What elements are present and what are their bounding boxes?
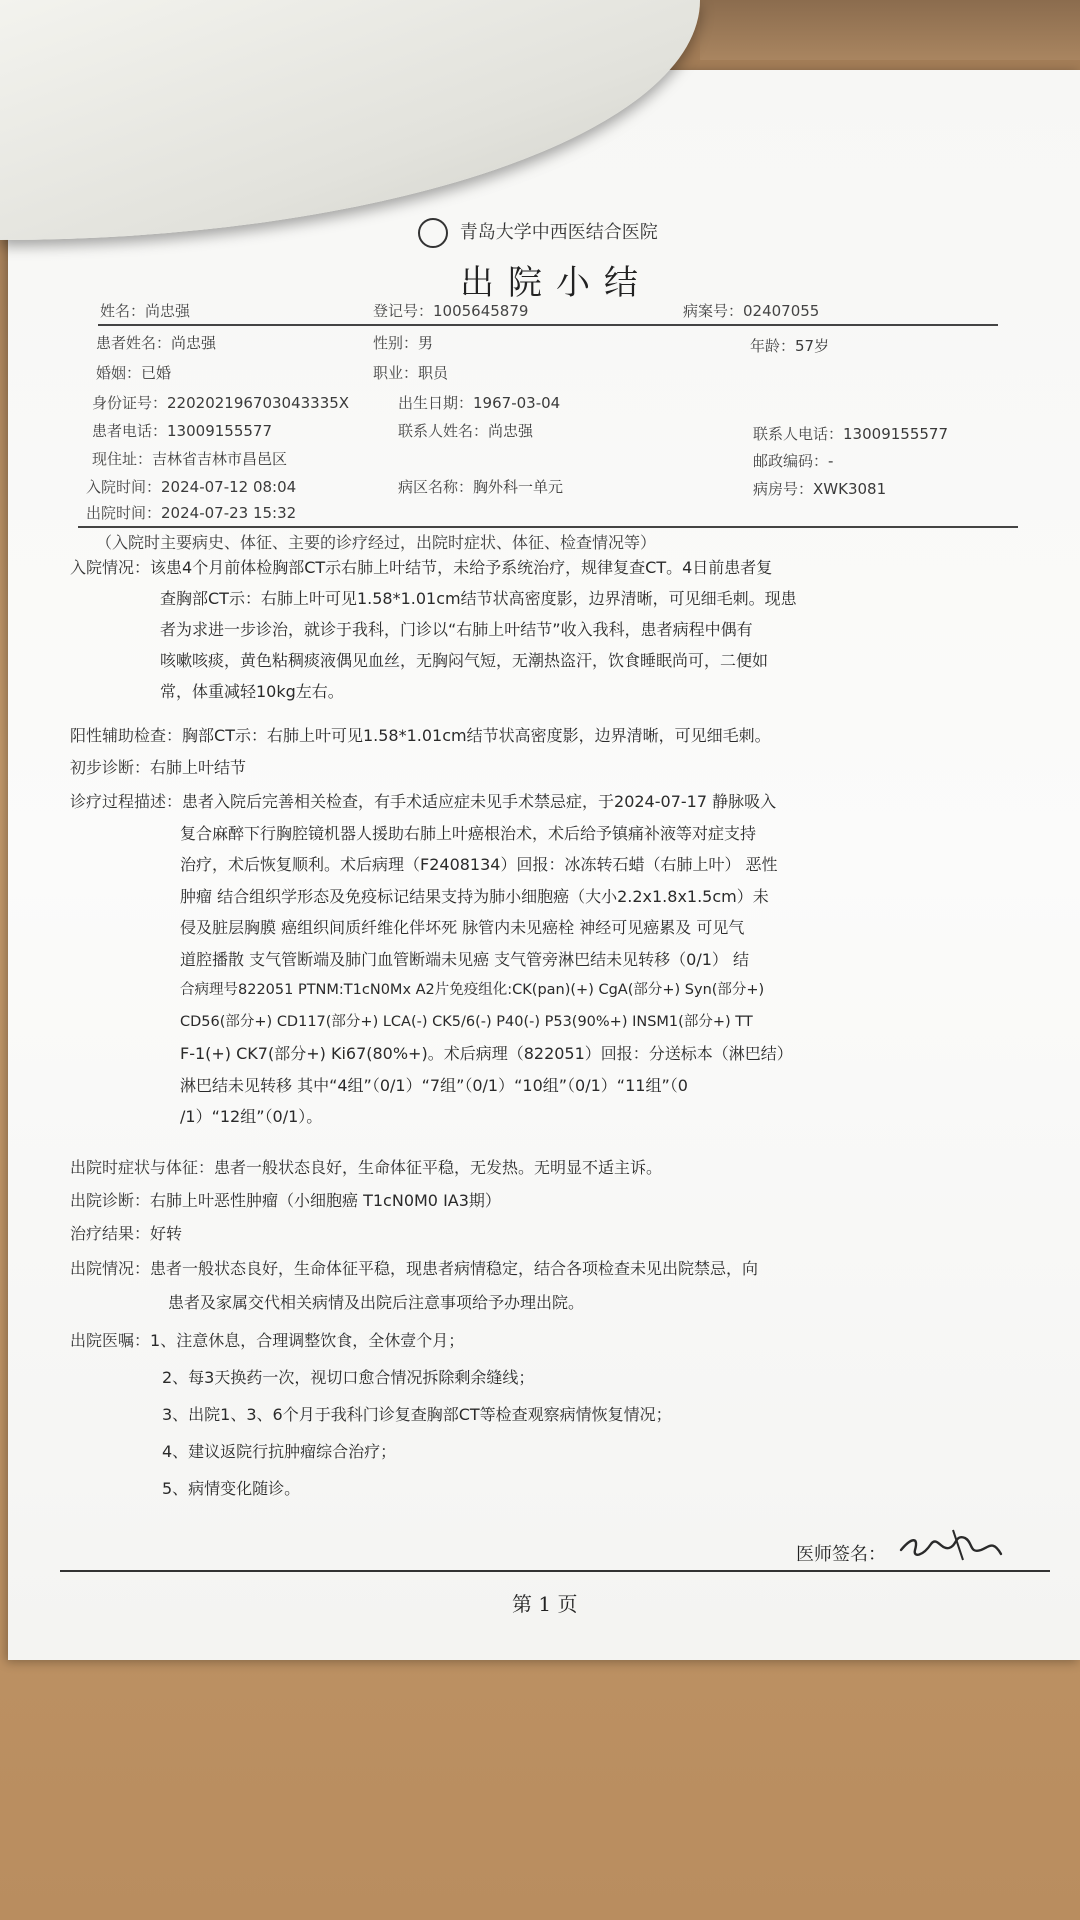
room-field: 病房号：XWK3081 (753, 480, 887, 498)
section-note: （入院时主要病史、体征、主要的诊疗经过，出院时症状、体征、检查情况等） (96, 533, 657, 552)
marital-field: 婚姻：已婚 (96, 364, 172, 382)
discharge-diagnosis-section: 出院诊断：右肺上叶恶性肿瘤（小细胞癌 T1cN0M0 IA3期） (70, 1191, 501, 1210)
discharge-status-section: 出院时症状与体征：患者一般状态良好，生命体征平稳，无发热。无明显不适主诉。 (70, 1158, 663, 1177)
page-number: 第 1 页 (512, 1592, 578, 1616)
ward-field: 病区名称：胸外科一单元 (398, 478, 564, 496)
age-field: 年龄：57岁 (750, 337, 830, 355)
doctor-signature-label: 医师签名： (796, 1544, 886, 1565)
header-case-no: 病案号：02407055 (683, 302, 820, 320)
doctor-signature (893, 1520, 1013, 1570)
document-title: 出院小结 (460, 263, 652, 303)
job-field: 职业：职员 (373, 364, 449, 382)
address-field: 现住址：吉林省吉林市昌邑区 (92, 450, 288, 468)
document-page (8, 70, 1080, 1660)
table-background (700, 0, 1080, 60)
contact-phone-field: 联系人电话：13009155577 (753, 425, 948, 443)
footer-rule (60, 1570, 1050, 1572)
patient-name-field: 患者姓名：尚忠强 (96, 334, 217, 352)
discharge-orders-section: 出院医嘱：1、注意休息，合理调整饮食，全休壹个月； 2、每3天换药一次，视切口愈合情况拆除剩余缝线； 3、出院1、3、6个月于我科门诊复查胸部CT等检查观察病情恢复情况； 4、建议返院行抗肿瘤综合治疗； 5、病情变化随诊。 (70, 1331, 672, 1498)
discharge-time-field: 出院时间：2024-07-23 15:32 (86, 504, 297, 522)
contact-field: 联系人姓名：尚忠强 (398, 422, 534, 440)
hospital-header (418, 218, 658, 248)
hospital-logo-icon (418, 218, 448, 248)
info-rule (78, 526, 1018, 528)
course-section: 诊疗过程描述：患者入院后完善相关检查，有手术适应症未见手术禁忌症，于2024-07-17 静脉吸入 复合麻醉下行胸腔镜机器人援助右肺上叶癌根治术，术后给予镇痛补液等对症支持 治疗，术后恢复顺利。术后病理（F2408134）回报：冰冻转石蜡（右肺上叶） 恶性 肿瘤 结合组织学形态及免疫标记结果支持为肺小细胞癌（大小2.2x1.8x1.5cm）未 侵及脏层胸膜 癌组织间质纤维化伴坏死 脉管内未见癌栓 神经可见癌累及 可见气 道腔播散 支气管断端及肺门血管断端未见癌 支气管旁淋巴结未见转移（0/1） 结 合病理号822051 PTNM:T1cN0Mx A2片免疫组化:CK(pan)(+) CgA(部分+) Syn(部分+) CD56(部分+) CD117(部分+) LCA(-) CK5/6(-) P40(-) P53(90%+) INSM1(部分+) TT F-1(+) CK7(部分+) Ki67(80%+)。术后病理（822051）回报：分送标本（淋巴结） 淋巴结未见转移 其中“4组”（0/1）“7组”（0/1）“10组”（0/1）“11组”（0 /1）“12组”（0/1）。 (70, 792, 793, 1126)
header-rule (98, 324, 998, 326)
treatment-result-section: 治疗结果：好转 (70, 1224, 183, 1243)
discharge-condition-section: 出院情况：患者一般状态良好，生命体征平稳，现患者病情稳定，结合各项检查未见出院禁忌，向 患者及家属交代相关病情及出院后注意事项给予办理出院。 (70, 1259, 759, 1312)
initial-diagnosis-section: 初步诊断：右肺上叶结节 (70, 758, 247, 777)
admit-time-field: 入院时间：2024-07-12 08:04 (86, 478, 297, 496)
admission-section: 入院情况：该患4个月前体检胸部CT示右肺上叶结节，未给予系统治疗，规律复查CT。4日前患者复 查胸部CT示：右肺上叶可见1.58*1.01cm结节状高密度影，边界清晰，可见细毛刺。现患 者为求进一步诊治，就诊于我科，门诊以“右肺上叶结节”收入我科，患者病程中偶有 咳嗽咳痰，黄色粘稠痰液偶见血丝，无胸闷气短，无潮热盗汗，饮食睡眠尚可，二便如 常，体重减轻10kg左右。 (70, 558, 797, 701)
sex-field: 性别：男 (373, 334, 434, 352)
exam-section: 阳性辅助检查：胸部CT示：右肺上叶可见1.58*1.01cm结节状高密度影，边界清晰，可见细毛刺。 (70, 726, 771, 745)
header-name: 姓名：尚忠强 (100, 302, 191, 320)
header-reg-no: 登记号：1005645879 (373, 302, 529, 320)
id-field: 身份证号：220202196703043335X (92, 394, 350, 412)
zip-field: 邮政编码：- (753, 452, 834, 470)
hospital-name: 青岛大学中西医结合医院 (459, 222, 658, 243)
dob-field: 出生日期：1967-03-04 (398, 394, 561, 412)
phone-field: 患者电话：13009155577 (92, 422, 272, 440)
